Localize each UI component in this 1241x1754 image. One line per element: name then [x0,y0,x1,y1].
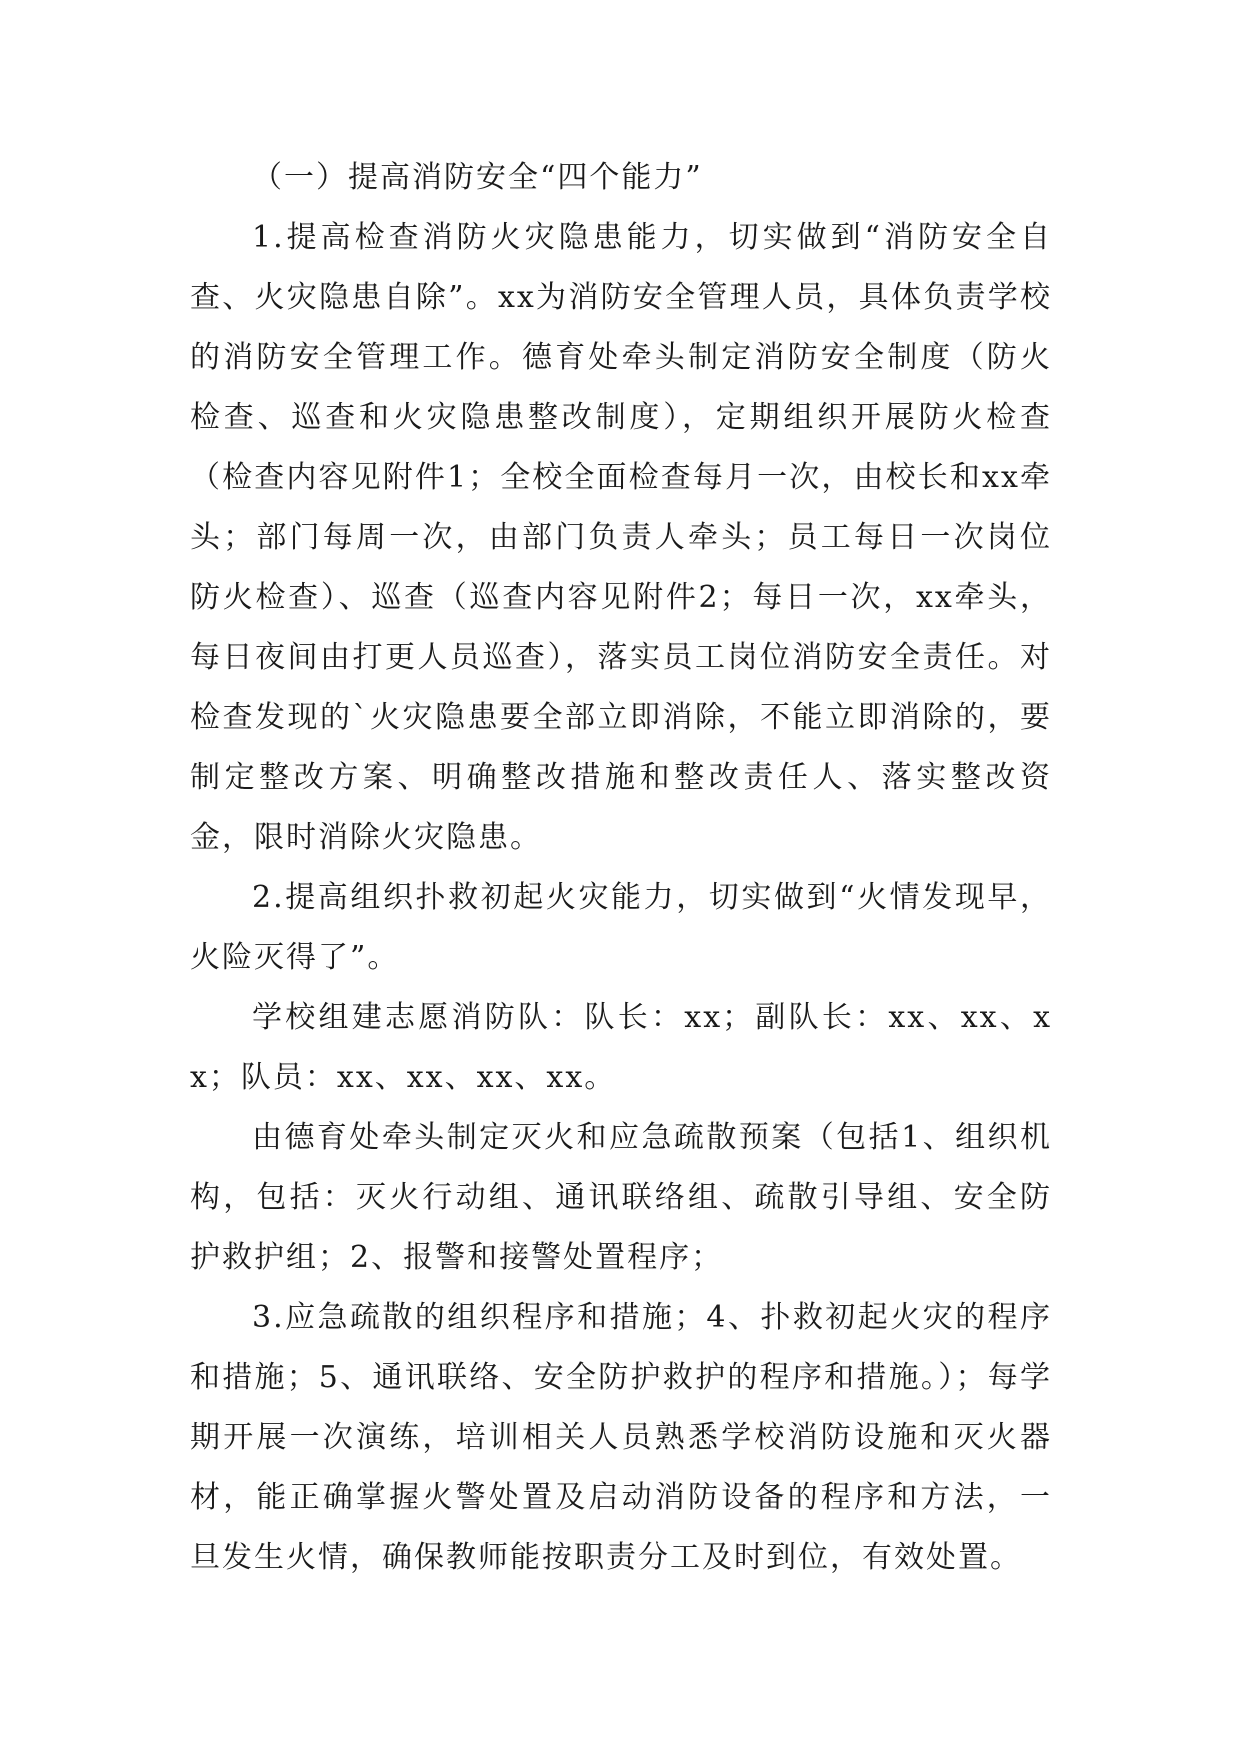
section-heading: （一）提高消防安全“四个能力” [252,160,703,195]
paragraph-evacuation-drill: 3.应急疏散的组织程序和措施；4、扑救初起火灾的程序和措施；5、通讯联络、安全防护救护的程序和措施。）；每学期开展一次演练，培训相关人员熟悉学校消防设施和灭火器材，能正确掌握火警处置及启动消防设备的程序和方法，一旦发生火情，确保教师能按职责分工及时到位，有效处置。 [190,1300,1052,1575]
document-body [190,148,1052,1588]
paragraph-emergency-plan: 由德育处牵头制定灭火和应急疏散预案（包括1、组织机构，包括：灭火行动组、通讯联络组、疏散引导组、安全防护救护组；2、报警和接警处置程序； [190,1120,1052,1275]
paragraph-inspection: 1.提高检查消防火灾隐患能力，切实做到“消防安全自查、火灾隐患自除”。xx为消防安全管理人员，具体负责学校的消防安全管理工作。德育处牵头制定消防安全制度（防火检查、巡查和火灾隐患整改制度），定期组织开展防火检查（检查内容见附件1；全校全面检查每月一次，由校长和xx牵头；部门每周一次，由部门负责人牵头；员工每日一次岗位防火检查）、巡查（巡查内容见附件2；每日一次，xx牵头，每日夜间由打更人员巡查），落实员工岗位消防安全责任。对检查发现的`火灾隐患要全部立即消除，不能立即消除的，要制定整改方案、明确整改措施和整改责任人、落实整改资金，限时消除火灾隐患。 [190,220,1052,855]
paragraph-volunteer-team: 学校组建志愿消防队：队长：xx；副队长：xx、xx、xx；队员：xx、xx、xx、xx。 [190,1000,1052,1095]
paragraph-firefighting-ability: 2.提高组织扑救初起火灾能力，切实做到“火情发现早，火险灭得了”。 [190,880,1052,975]
